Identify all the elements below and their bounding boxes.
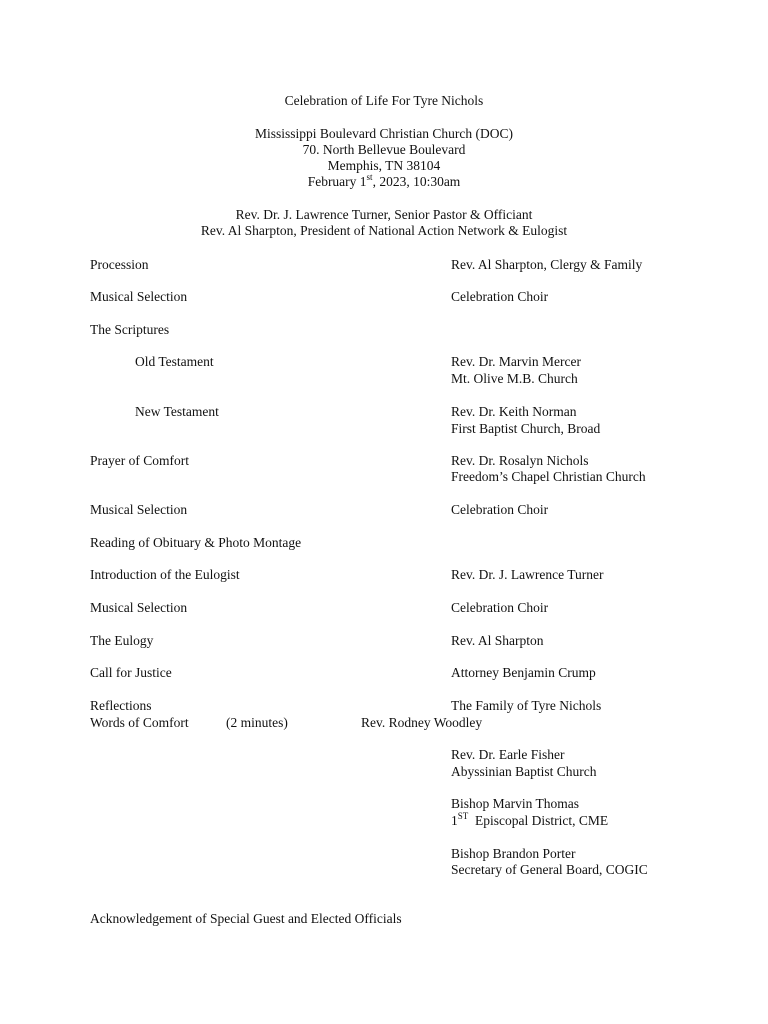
item-musical-2-value: Celebration Choir	[451, 502, 549, 517]
service-date: February 1st, 2023, 10:30am	[307, 171, 461, 189]
item-reflections-label: Reflections	[90, 698, 152, 713]
item-new-testament-reader: Rev. Dr. Keith Norman	[451, 404, 577, 419]
comfort-speaker-2-affiliation: 1ST Episcopal District, CME	[451, 810, 609, 828]
comfort-speaker-3-name: Bishop Brandon Porter	[451, 846, 576, 861]
item-musical-2-label: Musical Selection	[90, 502, 188, 517]
item-reflections-value: The Family of Tyre Nichols	[451, 698, 602, 713]
program-title: Celebration of Life For Tyre Nichols	[284, 93, 484, 108]
officiant-line: Rev. Dr. J. Lawrence Turner, Senior Pastor & Officiant	[235, 207, 533, 222]
item-procession-value: Rev. Al Sharpton, Clergy & Family	[451, 257, 643, 272]
comfort-speaker-1-name: Rev. Dr. Earle Fisher	[451, 747, 565, 762]
item-words-of-comfort-speaker: Rev. Rodney Woodley	[361, 715, 483, 730]
item-musical-1-value: Celebration Choir	[451, 289, 549, 304]
comfort-speaker-3-affiliation: Secretary of General Board, COGIC	[451, 862, 648, 877]
item-prayer-label: Prayer of Comfort	[90, 453, 189, 468]
item-acknowledgement-label: Acknowledgement of Special Guest and Elected Officials	[90, 911, 402, 926]
item-musical-3-label: Musical Selection	[90, 600, 188, 615]
item-musical-1-label: Musical Selection	[90, 289, 188, 304]
church-name: Mississippi Boulevard Christian Church (DOC)	[255, 126, 513, 141]
item-prayer-church: Freedom’s Chapel Christian Church	[451, 469, 646, 484]
item-procession-label: Procession	[90, 257, 149, 272]
item-eulogy-label: The Eulogy	[90, 633, 154, 648]
item-words-of-comfort-label: Words of Comfort	[90, 715, 189, 730]
item-musical-3-value: Celebration Choir	[451, 600, 549, 615]
comfort-speaker-2-name: Bishop Marvin Thomas	[451, 796, 579, 811]
item-old-testament-church: Mt. Olive M.B. Church	[451, 371, 578, 386]
item-new-testament-label: New Testament	[135, 404, 219, 419]
item-justice-value: Attorney Benjamin Crump	[451, 665, 596, 680]
item-old-testament-label: Old Testament	[135, 354, 214, 369]
church-city: Memphis, TN 38104	[327, 158, 441, 173]
item-eulogy-value: Rev. Al Sharpton	[451, 633, 544, 648]
item-words-of-comfort-duration: (2 minutes)	[226, 715, 288, 730]
item-justice-label: Call for Justice	[90, 665, 172, 680]
item-new-testament-church: First Baptist Church, Broad	[451, 421, 601, 436]
item-old-testament-reader: Rev. Dr. Marvin Mercer	[451, 354, 581, 369]
item-scriptures-label: The Scriptures	[90, 322, 170, 337]
item-intro-eulogist-label: Introduction of the Eulogist	[90, 567, 240, 582]
eulogist-line: Rev. Al Sharpton, President of National Action Network & Eulogist	[200, 223, 568, 238]
item-prayer-reader: Rev. Dr. Rosalyn Nichols	[451, 453, 589, 468]
item-intro-eulogist-value: Rev. Dr. J. Lawrence Turner	[451, 567, 604, 582]
item-obituary-label: Reading of Obituary & Photo Montage	[90, 535, 302, 550]
comfort-speaker-1-affiliation: Abyssinian Baptist Church	[451, 764, 597, 779]
church-address: 70. North Bellevue Boulevard	[302, 142, 466, 157]
